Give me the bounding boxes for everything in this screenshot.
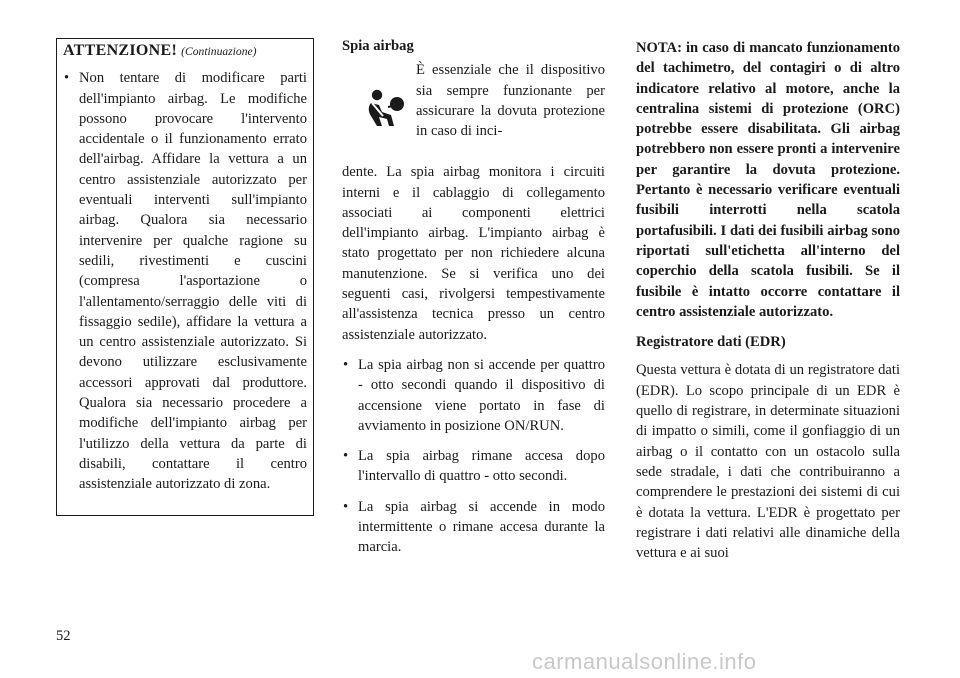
airbag-bullet: • La spia airbag rimane accesa dopo l'intervallo di quattro - otto secondi. xyxy=(342,446,605,487)
airbag-warning-icon xyxy=(362,86,408,132)
warning-bullet-list xyxy=(63,68,307,494)
airbag-intro-text: È essenziale che il dispositivo sia sempre funzionante per assicurare la dovuta protezione in caso di inci- xyxy=(416,62,605,140)
note-paragraph: NOTA: in caso di mancato funzionamento del tachimetro, del contagiri o di altro indicatore relativo al motore, anche la centralina sistemi di protezione (ORC) potrebbe essere disabilitata. Gli airbag potrebbero non essere pronti a intervenire per garantire la dovuta protezione. Pertanto è necessario verificare eventuali fusibili interrotti nella scatola portafusibili. I dati dei fusibili airbag sono riportati sull'etichetta all'interno del coperchio della scatola fusibili. Se il fusibile è intatto occorre contattare il centro assistenziale autorizzato. xyxy=(636,40,900,320)
middle-column xyxy=(342,36,605,558)
airbag-bullet-list xyxy=(342,355,605,558)
right-column xyxy=(636,38,900,563)
airbag-bullet: • La spia airbag non si accende per quattro - otto secondi quando il dispositivo di accensione viene portato in fase di avviamento in posizione ON/RUN. xyxy=(342,355,605,436)
airbag-bullet: • La spia airbag si accende in modo intermittente o rimane accesa durante la marcia. xyxy=(342,497,605,558)
airbag-section-title: Spia airbag xyxy=(342,38,414,54)
warning-box xyxy=(56,38,314,516)
warning-continuation: (Continuazione) xyxy=(181,45,257,58)
airbag-intro-block xyxy=(342,64,605,162)
airbag-intro-continued: dente. La spia airbag monitora i circuiti interni e il cablaggio di collegamento associati ai componenti elettrici dell'impianto airbag. L'impianto airbag è stato progettato per non richiedere alcuna manutenzione. Se si verifica uno dei seguenti casi, rivolgersi tempestivamente all'assistenza tecnica presso un centro assistenziale autorizzato. xyxy=(342,164,605,343)
watermark: carmanualsonline.info xyxy=(532,649,757,674)
edr-section-title: Registratore dati (EDR) xyxy=(636,334,786,351)
left-column xyxy=(56,38,314,516)
page-number: 52 xyxy=(56,628,71,644)
warning-header xyxy=(63,41,307,62)
warning-title: ATTENZIONE! xyxy=(63,42,178,59)
edr-paragraph: Questa vettura è dotata di un registratore dati (EDR). Lo scopo principale di un EDR è quello di registrare, in determinate situazioni di impatto o simili, come il gonfiaggio di un airbag o il contatto con un ostacolo sulla sede stradale, i dati che contribuiranno a comprendere le prestazioni dei sistemi di cui è dotata la vettura. L'EDR è progettato per registrare i dati relativi alle dinamiche della vettura e ai suoi xyxy=(636,362,900,562)
warning-bullet: • Non tentare di modificare parti dell'impianto airbag. Le modifiche possono provocare l'intervento accidentale o il funzionamento errato dell'airbag. Affidare la vettura a un centro assistenziale autorizzato per eventuali interventi sull'impianto airbag. Qualora sia necessario intervenire per qualche ragione su sedili, rivestimenti e cuscini (compresa l'asportazione o l'allentamento/serraggio delle viti di fissaggio sedile), affidare la vettura a un centro assistenziale autorizzato. Si devono utilizzare esclusivamente accessori approvati dal produttore. Qualora sia necessario procedere a modifiche dell'impianto airbag per l'utilizzo della vettura da parte di disabili, contattare il centro assistenziale autorizzato di zona. xyxy=(63,68,307,494)
